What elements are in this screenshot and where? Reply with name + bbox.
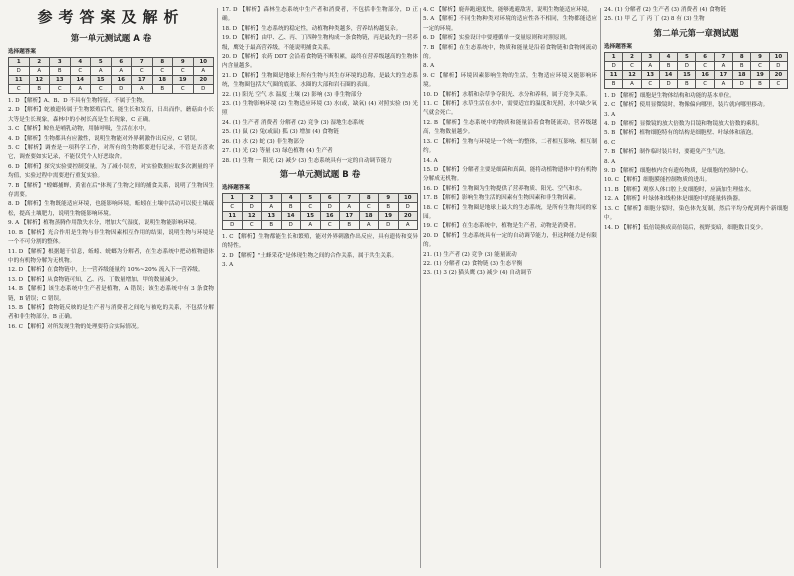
explanation-item: 15. B 【解析】食物链反映的是生产者与消费者之间吃与被吃的关系，不包括分解者和非生物部分，B 正确。 bbox=[8, 304, 214, 321]
explanation-item: 5. A 【解析】不同生物种类对环境的适应性各不相同，生物都能适应一定的环境。 bbox=[423, 16, 597, 32]
question-number-cell: 12 bbox=[623, 70, 641, 79]
question-number-cell: 4 bbox=[659, 52, 677, 61]
answer-cell: A bbox=[132, 85, 153, 94]
explanation-list bbox=[222, 72, 418, 166]
explanation-item: 28. (1) 生物 一 阳光 (2) 减少 (3) 生态系统具有一定的自动调节能力 bbox=[222, 157, 392, 164]
explanation-item: 25. (1) 甲 乙 丁 丙 丁 (2) 8 有 (3) 生物 bbox=[604, 16, 705, 23]
question-number-cell: 9 bbox=[379, 193, 399, 202]
answer-cell: C bbox=[301, 202, 321, 211]
answer-table-label: 选择题答案 bbox=[222, 184, 250, 191]
explanation-item: 3. C 【解析】鲸鱼是哺乳动物，用肺呼吸，生活在水中。 bbox=[8, 126, 150, 133]
answer-cell: A bbox=[359, 220, 379, 229]
answer-cell: D bbox=[281, 220, 301, 229]
explanation-item: 14. D 【解析】低倍镜换成高倍镜后，视野变暗，细胞数目变少。 bbox=[604, 224, 767, 231]
explanation-item: 7. B 【解析】在生态系统中，物质和能量是沿着食物链和食物网流动的。 bbox=[423, 44, 597, 61]
explanation-item: 24. (1) 分解者 (2) 生产者 (3) 消费者 (4) 食物链 bbox=[604, 7, 726, 13]
question-number-cell: 1 bbox=[223, 193, 243, 202]
answer-cell: B bbox=[50, 67, 71, 76]
answer-cell: C bbox=[173, 67, 194, 76]
question-number-cell: 2 bbox=[29, 58, 50, 67]
explanation-item: 20. D 【解析】农药 DDT 会沿着食物链不断积累，最终在营养级越高的生物体内含量越多。 bbox=[222, 54, 418, 70]
column-divider bbox=[420, 8, 421, 568]
column-divider bbox=[217, 8, 218, 568]
answer-cell: B bbox=[379, 202, 399, 211]
question-number-cell: 10 bbox=[398, 193, 418, 202]
explanation-item: 18. C 【解析】生物圈是地球上最大的生态系统，是所有生物共同的家园。 bbox=[423, 204, 597, 220]
explanation-item: 4. D 【解析】生物都具有应激性，说明生物能对外界刺激作出反应，C 错误。 bbox=[8, 135, 201, 142]
question-number-cell: 13 bbox=[50, 76, 71, 85]
answer-cell: A bbox=[70, 85, 91, 94]
question-number-cell: 5 bbox=[91, 58, 112, 67]
question-number-cell: 3 bbox=[641, 52, 659, 61]
explanation-item: 10. C 【解析】细胞膜能控制物质的进出。 bbox=[604, 177, 711, 184]
answer-cell: D bbox=[193, 85, 214, 94]
answer-row bbox=[223, 202, 418, 211]
question-number-cell: 17 bbox=[132, 76, 153, 85]
question-number-cell: 8 bbox=[733, 52, 751, 61]
answer-cell: B bbox=[152, 85, 173, 94]
explanation-item: 4. D 【解析】显微镜的放大倍数为目镜和物镜放大倍数的乘积。 bbox=[604, 121, 763, 128]
explanation-item: 5. B 【解析】植物细胞特有的结构是细胞壁、叶绿体和液泡。 bbox=[604, 130, 757, 137]
question-number-cell: 6 bbox=[320, 193, 340, 202]
explanation-item: 6. C bbox=[604, 139, 616, 146]
question-number-cell: 15 bbox=[678, 70, 696, 79]
explanation-item: 2. D 【解析】"土蜂采花"是体现生物之间的合作关系，属于共生关系。 bbox=[222, 252, 398, 259]
answer-cell: B bbox=[340, 220, 360, 229]
explanation-item: 18. D 【解析】生态系统的稳定性，动植物种类越多，营养结构越复杂。 bbox=[222, 25, 402, 32]
explanation-item: 2. D 【解析】蛇被遗传属于生物繁殖后代，能生长和发育，日出而作，蘑菇由小长大等是生长现象，森林中的小树长高是生长现象，C 正确。 bbox=[8, 107, 214, 123]
answer-cell: C bbox=[696, 79, 714, 88]
explanation-item: 23. (1) 3 (2) 猫头鹰 (3) 减少 (4) 自动调节 bbox=[423, 270, 532, 277]
answer-cell: B bbox=[733, 61, 751, 70]
question-number-cell: 6 bbox=[111, 58, 132, 67]
answer-table-label: 选择题答案 bbox=[604, 43, 632, 50]
explanation-item: 6. D 【解析】探究实验要控制变量，为了减小误差，对实验数据应取多次测量的平均值，实验过程中需要进行重复实验。 bbox=[8, 163, 214, 180]
answer-cell: A bbox=[641, 61, 659, 70]
answer-row bbox=[605, 61, 788, 70]
answer-cell: B bbox=[678, 79, 696, 88]
explanation-item: 12. D 【解析】在食物链中，上一营养级能量约 10%~20% 流入下一营养级。 bbox=[8, 267, 204, 274]
explanation-item: 1. D 【解析】细胞是生物体结构和功能的基本单位。 bbox=[604, 92, 735, 99]
answer-row bbox=[223, 220, 418, 229]
question-number-cell: 16 bbox=[320, 211, 340, 220]
question-number-row bbox=[223, 211, 418, 220]
question-number-cell: 2 bbox=[242, 193, 262, 202]
answer-cell: D bbox=[320, 202, 340, 211]
question-number-cell: 14 bbox=[281, 211, 301, 220]
explanation-item: 10. D 【解析】水稻和杂草争夺阳光、水分和养料，属于竞争关系。 bbox=[423, 91, 591, 98]
answer-cell: B bbox=[659, 61, 677, 70]
explanation-item: 21. (1) 生产者 (2) 竞争 (3) 能量流动 bbox=[423, 251, 517, 258]
answer-cell: C bbox=[769, 79, 787, 88]
explanation-item: 17. B 【解析】影响生物生活的因素有生物因素和非生物因素。 bbox=[423, 195, 580, 202]
question-number-cell: 8 bbox=[152, 58, 173, 67]
question-number-cell: 14 bbox=[70, 76, 91, 85]
explanation-item: 10. B 【解析】光合作用是生物与非生物因素相互作用的结果，说明生物与环境是一个不可分割的整体。 bbox=[8, 229, 214, 246]
question-number-cell: 19 bbox=[379, 211, 399, 220]
page-title: 参考答案及解析 bbox=[37, 8, 185, 26]
explanation-item: 22. (1) 分解者 (2) 食物链 (3) 生态平衡 bbox=[423, 260, 523, 267]
question-number-cell: 10 bbox=[769, 52, 787, 61]
question-number-cell: 12 bbox=[29, 76, 50, 85]
answer-cell: C bbox=[641, 79, 659, 88]
explanation-item: 19. C 【解析】在生态系统中，植物是生产者，动物是消费者。 bbox=[423, 223, 580, 230]
explanation-item: 15. D 【解析】分解者主要是细菌和真菌，能将动植物遗体中的有机物分解成无机物。 bbox=[423, 166, 597, 183]
explanation-item: 1. D 【解析】A、B、D 不具有生物特征，不属于生物。 bbox=[8, 98, 148, 104]
explanation-item: 19. D 【解析】由甲、乙、丙、丁四种生物构成一条食物链，丙是最先的一营养级，鹰处于最高营养级，不能说明捕食关系。 bbox=[222, 35, 418, 51]
explanation-item: 25. (1) 鼠 (2) 兔(或鼠) 狐 (3) 增加 (4) 食物链 bbox=[222, 129, 339, 136]
explanation-item: 16. D 【解析】生物圈为生物提供了营养物质、阳光、空气和水。 bbox=[423, 185, 586, 192]
column-2 bbox=[222, 6, 418, 572]
answer-cell: C bbox=[623, 61, 641, 70]
unit-b-heading: 第一单元测试题 B 卷 bbox=[279, 169, 361, 180]
answer-cell: D bbox=[769, 61, 787, 70]
explanation-item: 9. C 【解析】环境因素影响生物的生活，生物适应环境又能影响环境。 bbox=[423, 72, 597, 89]
explanation-item: 14. A bbox=[423, 157, 438, 164]
explanation-item: 9. A 【解析】植物蒸腾作用散失水分，增加大气湿度，说明生物能影响环境。 bbox=[8, 220, 200, 227]
answer-cell: C bbox=[132, 67, 153, 76]
question-number-cell: 13 bbox=[641, 70, 659, 79]
question-number-cell: 9 bbox=[173, 58, 194, 67]
question-number-cell: 16 bbox=[696, 70, 714, 79]
question-number-row bbox=[223, 193, 418, 202]
answer-cell: A bbox=[111, 67, 132, 76]
explanation-item: 7. B 【解析】"螳螂捕蝉，黄雀在后"体现了生物之间的捕食关系，说明了生物因生存需要。 bbox=[8, 182, 214, 199]
explanation-item: 3. A bbox=[604, 111, 616, 118]
explanation-item: 11. B 【解析】观察人体口腔上皮细胞时，应滴加生理盐水。 bbox=[604, 186, 755, 193]
column-1 bbox=[8, 6, 214, 572]
question-number-cell: 17 bbox=[340, 211, 360, 220]
question-number-cell: 15 bbox=[91, 76, 112, 85]
answer-cell: C bbox=[50, 85, 71, 94]
answer-cell: D bbox=[9, 67, 30, 76]
answer-cell: D bbox=[659, 79, 677, 88]
explanation-item: 1. C 【解析】生物都能生长和繁殖，能对外界刺激作出反应，具有遗传和变异的特性。 bbox=[222, 233, 418, 250]
column-3 bbox=[423, 6, 597, 572]
answer-cell: D bbox=[111, 85, 132, 94]
explanation-item: 4. C 【解析】鹿奔跑速度快，能够逃避敌害，说明生物能适应环境。 bbox=[423, 7, 593, 13]
question-number-cell: 4 bbox=[281, 193, 301, 202]
answer-cell: C bbox=[320, 220, 340, 229]
explanation-item: 6. D 【解析】实验设计中要遵循单一变量原则和对照原则。 bbox=[423, 35, 571, 42]
answer-cell: C bbox=[9, 85, 30, 94]
answer-cell: C bbox=[751, 61, 769, 70]
explanation-item: 13. C 【解析】细胞分裂时，染色体先复制，然后平均分配到两个新细胞中。 bbox=[604, 205, 788, 222]
question-number-cell: 4 bbox=[70, 58, 91, 67]
question-number-cell: 12 bbox=[242, 211, 262, 220]
answer-cell: A bbox=[340, 202, 360, 211]
question-number-cell: 18 bbox=[359, 211, 379, 220]
question-number-row bbox=[605, 52, 788, 61]
answer-cell: D bbox=[398, 202, 418, 211]
answer-cell: B bbox=[605, 79, 623, 88]
question-number-cell: 17 bbox=[714, 70, 732, 79]
explanation-item: 11. C 【解析】水草生活在水中，需要适宜的温度和光照，水中缺少氧气就会死亡。 bbox=[423, 101, 597, 117]
answer-cell: D bbox=[733, 79, 751, 88]
answer-row bbox=[9, 85, 214, 94]
answer-cell: C bbox=[173, 85, 194, 94]
answer-cell: D bbox=[223, 220, 243, 229]
question-number-cell: 1 bbox=[9, 58, 30, 67]
answer-table-label: 选择题答案 bbox=[8, 49, 36, 55]
explanation-item: 12. A 【解析】叶绿体和线粒体是细胞中的能量转换器。 bbox=[604, 196, 744, 203]
answer-cell: B bbox=[262, 220, 282, 229]
answer-cell: D bbox=[379, 220, 399, 229]
column-divider bbox=[600, 8, 601, 568]
answer-cell: D bbox=[242, 202, 262, 211]
answer-cell: A bbox=[714, 79, 732, 88]
explanation-item: 8. A bbox=[604, 158, 616, 165]
question-number-cell: 18 bbox=[733, 70, 751, 79]
question-number-cell: 11 bbox=[605, 70, 623, 79]
answer-cell: D bbox=[605, 61, 623, 70]
explanation-item: 24. (1) 生产者 消费者 分解者 (2) 竞争 (3) 湿地生态系统 bbox=[222, 119, 364, 126]
question-number-row bbox=[605, 70, 788, 79]
explanation-item: 27. (1) 光 (2) 等量 (3) 绿色植物 (4) 生产者 bbox=[222, 148, 333, 155]
question-number-cell: 3 bbox=[50, 58, 71, 67]
explanation-item: 12. B 【解析】生态系统中的物质和能量沿着食物链流动，营养级越高，生物数量越少。 bbox=[423, 119, 597, 136]
question-number-cell: 8 bbox=[359, 193, 379, 202]
question-number-cell: 5 bbox=[678, 52, 696, 61]
explanation-item: 2. C 【解析】使用显微镜时，物像偏向哪里，装片就向哪里移动。 bbox=[604, 102, 769, 109]
unit-a-heading: 第一单元测试题 A 卷 bbox=[70, 34, 152, 44]
question-number-cell: 7 bbox=[132, 58, 153, 67]
question-number-cell: 2 bbox=[623, 52, 641, 61]
question-number-cell: 11 bbox=[223, 211, 243, 220]
question-number-cell: 18 bbox=[152, 76, 173, 85]
explanation-item: 26. (1) 水 (2) 蛇 (3) 非生物部分 bbox=[222, 138, 305, 145]
answer-cell: B bbox=[751, 79, 769, 88]
answer-cell: A bbox=[193, 67, 214, 76]
explanation-item: 16. C 【解析】对所发现生物的处理要符合实际情况。 bbox=[8, 323, 143, 330]
question-number-cell: 20 bbox=[193, 76, 214, 85]
answer-cell: A bbox=[714, 61, 732, 70]
answer-cell: A bbox=[262, 202, 282, 211]
question-number-cell: 5 bbox=[301, 193, 321, 202]
answer-cell: A bbox=[29, 67, 50, 76]
unit2-heading: 第二单元第一章测试题 bbox=[653, 28, 739, 39]
question-number-cell: 1 bbox=[605, 52, 623, 61]
question-number-cell: 16 bbox=[111, 76, 132, 85]
answer-cell: B bbox=[29, 85, 50, 94]
question-number-cell: 20 bbox=[769, 70, 787, 79]
question-number-cell: 15 bbox=[301, 211, 321, 220]
answer-cell: C bbox=[152, 67, 173, 76]
explanation-item: 5. C 【解析】调查是一项科学工作，对所有的生物都要进行记录，不管是否喜欢它，调查要如实记录，不能仅凭个人好恶取舍。 bbox=[8, 145, 214, 161]
question-number-cell: 7 bbox=[340, 193, 360, 202]
explanation-list bbox=[423, 6, 597, 279]
answer-cell: A bbox=[91, 67, 112, 76]
question-number-cell: 10 bbox=[193, 58, 214, 67]
answer-table bbox=[604, 52, 788, 89]
question-number-cell: 20 bbox=[398, 211, 418, 220]
answer-cell: C bbox=[359, 202, 379, 211]
explanation-list bbox=[8, 97, 214, 332]
answer-cell: B bbox=[281, 202, 301, 211]
explanation-item: 23. (1) 生物影响环境 (2) 生物适应环境 (3) 水(或，缺氧) (4) 对照实验 (5) 光照 bbox=[222, 101, 418, 117]
question-number-row bbox=[9, 76, 214, 85]
answer-row bbox=[9, 67, 214, 76]
question-number-cell: 14 bbox=[659, 70, 677, 79]
answer-cell: C bbox=[91, 85, 112, 94]
explanation-list bbox=[222, 6, 418, 72]
explanation-list bbox=[604, 92, 788, 233]
explanation-item: 8. D 【解析】生物既能适应环境，也能影响环境，蚯蚓在土壤中活动可以使土壤疏松，提高土壤肥力，说明生物能影响环境。 bbox=[8, 201, 214, 217]
explanation-item: 11. D 【解析】根据题干信息，蚯蚓、蜣螂为分解者，在生态系统中把动植物遗体中的有机物分解为无机物。 bbox=[8, 248, 214, 264]
answer-cell: C bbox=[242, 220, 262, 229]
question-number-cell: 19 bbox=[751, 70, 769, 79]
explanation-item: 13. C 【解析】生物与环境是一个统一的整体，二者相互影响、相互制约。 bbox=[423, 138, 597, 155]
answer-cell: C bbox=[70, 67, 91, 76]
explanation-item: 3. A bbox=[222, 262, 234, 269]
explanation-item: 13. D 【解析】从食物链可知，乙、丙、丁数量增加，甲的数量减少。 bbox=[8, 276, 182, 283]
answer-table bbox=[8, 57, 214, 94]
answer-cell: C bbox=[696, 61, 714, 70]
explanation-item: 20. D 【解析】生态系统具有一定的自动调节能力，但这种能力是有限的。 bbox=[423, 232, 597, 249]
question-number-cell: 3 bbox=[262, 193, 282, 202]
answer-cell: A bbox=[398, 220, 418, 229]
question-number-cell: 7 bbox=[714, 52, 732, 61]
answer-cell: A bbox=[623, 79, 641, 88]
question-number-cell: 13 bbox=[262, 211, 282, 220]
answer-cell: D bbox=[678, 61, 696, 70]
explanation-list bbox=[604, 6, 788, 25]
explanation-item: 9. D 【解析】细胞核内含有遗传物质，是细胞的控制中心。 bbox=[604, 168, 752, 175]
explanation-item: 21. D 【解析】生物圈是地球上所有生物与其生存环境的总称，是最大的生态系统，生物圈包括大气圈的底部、水圈的大部和岩石圈的表面。 bbox=[222, 72, 418, 89]
question-number-cell: 9 bbox=[751, 52, 769, 61]
question-number-cell: 19 bbox=[173, 76, 194, 85]
explanation-item: 8. A bbox=[423, 63, 435, 70]
answer-cell: C bbox=[223, 202, 243, 211]
question-number-cell: 11 bbox=[9, 76, 30, 85]
answer-cell: A bbox=[301, 220, 321, 229]
explanation-item: 14. B 【解析】该生态系统中生产者是植物，A 错误；该生态系统中有 3 条食物链，B 错误；C 错误。 bbox=[8, 286, 214, 302]
answer-row bbox=[605, 79, 788, 88]
question-number-cell: 6 bbox=[696, 52, 714, 61]
explanation-item: 17. D 【解析】森林生态系统中生产者和消费者，不包括非生物部分，D 正确。 bbox=[222, 7, 418, 23]
explanation-list bbox=[222, 233, 418, 271]
explanation-item: 22. (1) 阳光 空气 水 温度 土壤 (2) 影响 (3) 非生物部分 bbox=[222, 91, 362, 98]
column-4 bbox=[604, 6, 788, 572]
question-number-row bbox=[9, 58, 214, 67]
explanation-item: 7. B 【解析】制作临时装片时，要避免产生气泡。 bbox=[604, 149, 729, 156]
answer-table bbox=[222, 193, 418, 230]
